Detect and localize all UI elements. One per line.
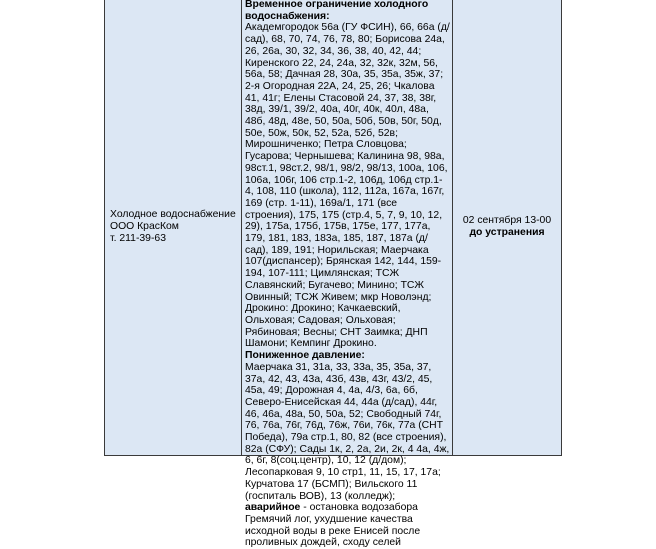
timing-cell <box>453 0 562 456</box>
start-time: 02 сентября 13-00 <box>462 215 552 227</box>
service-name: Холодное водоснабжение <box>110 209 236 221</box>
addresses-content <box>245 0 450 549</box>
service-cell <box>105 0 242 456</box>
pressure-heading: Пониженное давление: <box>245 350 365 362</box>
end-time: до устранения <box>469 227 545 238</box>
emergency-note <box>245 502 450 549</box>
pressure-list: Маерчака 31, 31а, 33, 33а, 35, 35а, 37, 37а, 42, 43, 43а, 43б, 43в, 43г, 43/2, 45, 45а, 49; Дорожная 4, 4а, 4/3, 6а, 6б, Северо-Енисейская 44, 44а (д/сад), 44г, 46, 46а, 48а, 50, 50а, 52; Свободный 74г, 76, 76а, 76г, 76д, 76ж, 76и, 76к, 77а (СНТ Победа), 79а стр.1, 80, 82 (все строения), 82а (СФУ); Сады 1к, 2, 2а, 2и, 2к, 4 4а, 4ж, 6, 6г, 8(соц.центр), 10, 12 (д/дом); Лесопарковая 9, 10 стр1, 11, 15, 17, 17а; Курчатова 17 (БСМП); Вильского 11 (госпиталь ВОВ), 13 (колледж); <box>245 361 450 502</box>
emergency-reason: - остановка водозабора Гремячий лог, ухудшение качества исходной воды в реке Енисей после проливных дождей, сходу селей <box>245 502 421 549</box>
restriction-heading: Временное ограничение холодного водоснабжения: <box>245 0 429 22</box>
outage-table <box>104 0 562 549</box>
emergency-label: аварийное <box>245 502 301 514</box>
restriction-list: Академгородок 56а (ГУ ФСИН), 66, 66а (д/сад), 68, 70, 74, 76, 78, 80; Борисова 24а, 26, 26а, 30, 32, 34, 36, 38, 40, 42, 44; Киренского 22, 24, 24а, 32, 32к, 32м, 56, 56а, 58; Дачная 28, 30а, 35, 35а, 35ж, 37; 2-я Огородная 22А, 24, 25, 26; Чкалова 41, 41г; Елены Стасовой 24, 37, 38, 38г, 38д, 39/1, 39/2, 40а, 40г, 40к, 40л, 48а, 48б, 48д, 48е, 50, 50а, 50б, 50в, 50г, 50д, 50е, 50ж, 50к, 52, 52а, 52б, 52в; Мирошниченко; Петра Словцова; Гусарова; Чернышева; Калинина 98, 98а, 98ст.1, 98ст.2, 98/1, 98/2, 98/13, 100а, 106, 106а, 106г, 106 стр.1-2, 106д, 106д стр.1-4, 108, 110 (школа), 112, 112а, 167а, 167г, 169 (стр. 1-11), 169а/1, 171 (все строения), 175, 175 (стр.4, 5, 7, 9, 10, 12, 29), 175а, 175б, 175в, 175е, 177, 177а, 179, 181, 183, 183а, 185, 187, 187а (д/сад), 189, 191; Норильская; Маерчака 107(диспансер); Брянская 142, 144, 159-194, 107-111; Цимлянская; ТСЖ Славянский; Бугачево; Минино; ТСЖ Овинный; ТСЖ Живем; мкр Новолэнд; Дрокино: Дрокино; Качкаевский, Ольховая; Садовая; Ольховая; Рябиновая; Весны; СНТ Заимка; ДНП Шамони; Кемпинг Дрокино. <box>245 22 450 350</box>
addresses-cell <box>242 0 453 549</box>
table-row <box>105 0 562 456</box>
service-org: ООО КрасКом <box>110 221 179 233</box>
service-phone: т. 211-39-63 <box>110 232 166 244</box>
